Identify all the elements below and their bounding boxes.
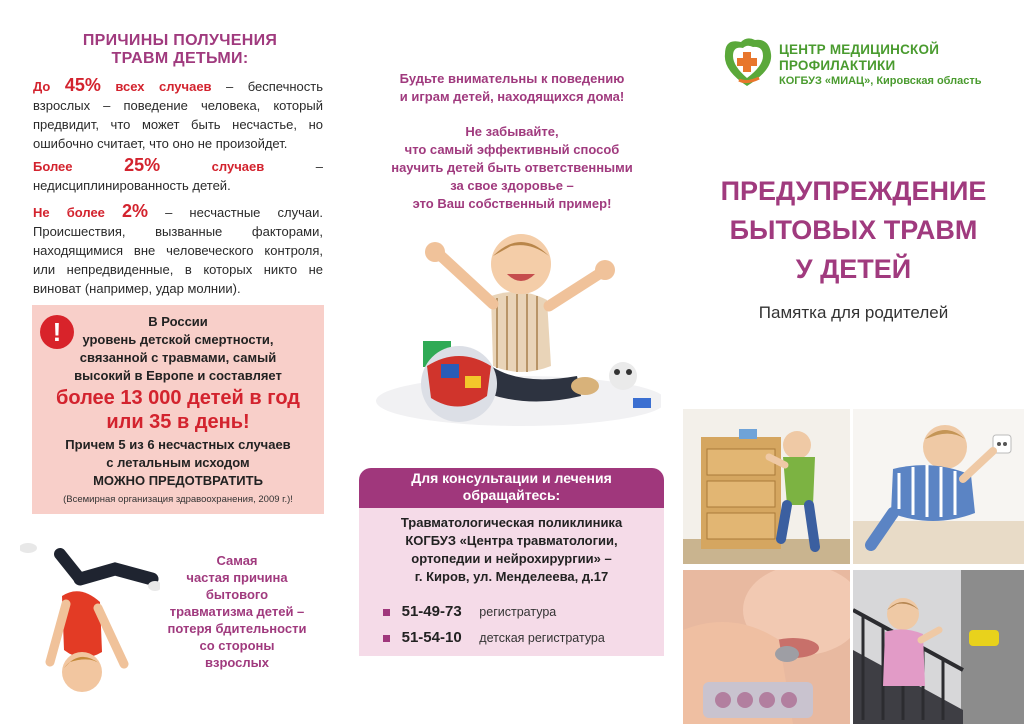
alert-note — [32, 436, 324, 490]
common-cause-line: бытового — [205, 587, 269, 602]
alert-statistic — [32, 386, 324, 434]
clinic-line: Травматологическая поликлиника — [400, 515, 623, 530]
phone-registry — [383, 602, 556, 622]
cause-paragraph-1 — [33, 76, 323, 153]
example-line: Не забывайте, — [465, 124, 559, 139]
common-cause-text — [150, 552, 324, 671]
alert-heading-line: В России — [148, 314, 208, 329]
clinic-line: КОГБУЗ «Центра травматологии, — [405, 533, 618, 548]
child-at-outlet-image — [853, 409, 1024, 564]
attention-line: Будьте внимательны к поведению — [399, 71, 625, 86]
medical-center-name — [779, 42, 1019, 89]
causes-title-line: ПРИЧИНЫ ПОЛУЧЕНИЯ — [82, 32, 278, 49]
example-line: что самый эффективный способ — [404, 142, 620, 157]
logo-line: ПРОФИЛАКТИКИ — [779, 58, 896, 73]
common-cause-line: потеря бдительности — [167, 621, 307, 636]
example-line: это Ваш собственный пример! — [412, 196, 612, 211]
cartwheel-child-image — [20, 524, 160, 714]
cause-text: – несчастные случаи. Происшествия, вызванные факторами, находящимися вне человеческого контроля, или непредвиденные, в которых никто не виноват (например, удар молнии). — [33, 205, 323, 296]
common-cause-line: со стороны — [199, 638, 275, 653]
phone-children-registry — [383, 628, 605, 648]
causes-title — [40, 32, 320, 68]
alert-source: (Всемирная организация здравоохранения, 2009 г.)! — [63, 494, 293, 505]
example-line: за свое здоровье – — [450, 178, 574, 193]
cause-text: – недисциплинированность детей. — [33, 159, 323, 193]
clinic-line: г. Киров, ул. Менделеева, д.17 — [414, 569, 609, 584]
alert-statistic-line: или 35 в день! — [106, 411, 250, 433]
medical-center-logo — [719, 34, 775, 90]
cause-percent: 25% — [124, 155, 161, 175]
brochure-title-line: ПРЕДУПРЕЖДЕНИЕ — [720, 176, 987, 206]
common-cause-line: взрослых — [205, 655, 269, 670]
clinic-address — [359, 514, 664, 586]
brochure-title-line: БЫТОВЫХ ТРАВМ — [729, 215, 978, 245]
child-with-pills-image — [683, 570, 850, 724]
baby-playing-image — [371, 226, 661, 426]
right-panel — [683, 0, 1024, 724]
child-climbing-drawers-image — [683, 409, 850, 564]
brochure-title-line: У ДЕТЕЙ — [795, 254, 912, 284]
cause-percent: 2% — [122, 201, 149, 221]
cause-paragraph-3 — [33, 202, 323, 298]
phone-number: 51-54-10 — [401, 629, 462, 646]
cause-paragraph-2 — [33, 156, 323, 195]
phone-label: детская регистратура — [479, 631, 605, 645]
cause-highlight: случаев — [211, 159, 265, 174]
alert-heading-line: высокий в Европе и составляет — [74, 368, 282, 383]
left-panel — [0, 0, 340, 724]
brochure-subtitle: Памятка для родителей — [758, 303, 949, 322]
alert-heading-line: уровень детской смертности, — [82, 332, 274, 347]
middle-panel — [341, 0, 683, 724]
consultation-banner-line: обращайтесь: — [462, 487, 561, 503]
cause-percent: 45% — [64, 75, 101, 95]
attention-line: и играм детей, находящихся дома! — [399, 89, 625, 104]
consultation-details — [359, 508, 664, 656]
consultation-banner-line: Для консультации и лечения — [411, 470, 612, 486]
attention-text — [341, 70, 683, 106]
alert-statistic-line: более 13 000 детей в год — [56, 387, 300, 409]
alert-heading — [32, 313, 324, 385]
alert-heading-line: связанной с травмами, самый — [79, 350, 277, 365]
alert-note-line: Причем 5 из 6 несчастных случаев — [65, 437, 291, 452]
brochure-title — [683, 172, 1024, 289]
mortality-alert-box — [32, 305, 324, 514]
common-cause-line: частая причина — [186, 570, 288, 585]
consultation-banner — [359, 468, 664, 508]
cause-prefix: Не более — [33, 205, 105, 220]
alert-note-line: МОЖНО ПРЕДОТВРАТИТЬ — [93, 473, 263, 488]
alert-note-line: с летальным исходом — [106, 455, 250, 470]
clinic-line: ортопедии и нейрохирургии» – — [411, 551, 612, 566]
logo-line: ЦЕНТР МЕДИЦИНСКОЙ — [779, 42, 940, 57]
phone-label: регистратура — [479, 605, 557, 619]
bullet-square-icon — [383, 609, 390, 616]
cause-prefix: До — [33, 79, 51, 94]
cause-text: – беспечность взрослых – поведение человека, который предвидит, что может быть несчастье, но ошибочно считает, что оно не произойдет. — [33, 79, 323, 151]
exclamation-icon: ! — [40, 315, 74, 349]
example-text — [341, 123, 683, 213]
common-cause-line: Самая — [216, 553, 258, 568]
phone-number: 51-49-73 — [401, 603, 462, 620]
child-on-balcony-image — [853, 570, 1024, 724]
bullet-square-icon — [383, 635, 390, 642]
common-cause-line: травматизма детей – — [169, 604, 305, 619]
example-line: научить детей быть ответственными — [391, 160, 633, 175]
logo-line: КОГБУЗ «МИАЦ», Кировская область — [779, 75, 982, 87]
cause-highlight: всех случаев — [115, 79, 212, 94]
causes-title-line: ТРАВМ ДЕТЬМИ: — [111, 50, 249, 67]
cause-prefix: Более — [33, 159, 73, 174]
